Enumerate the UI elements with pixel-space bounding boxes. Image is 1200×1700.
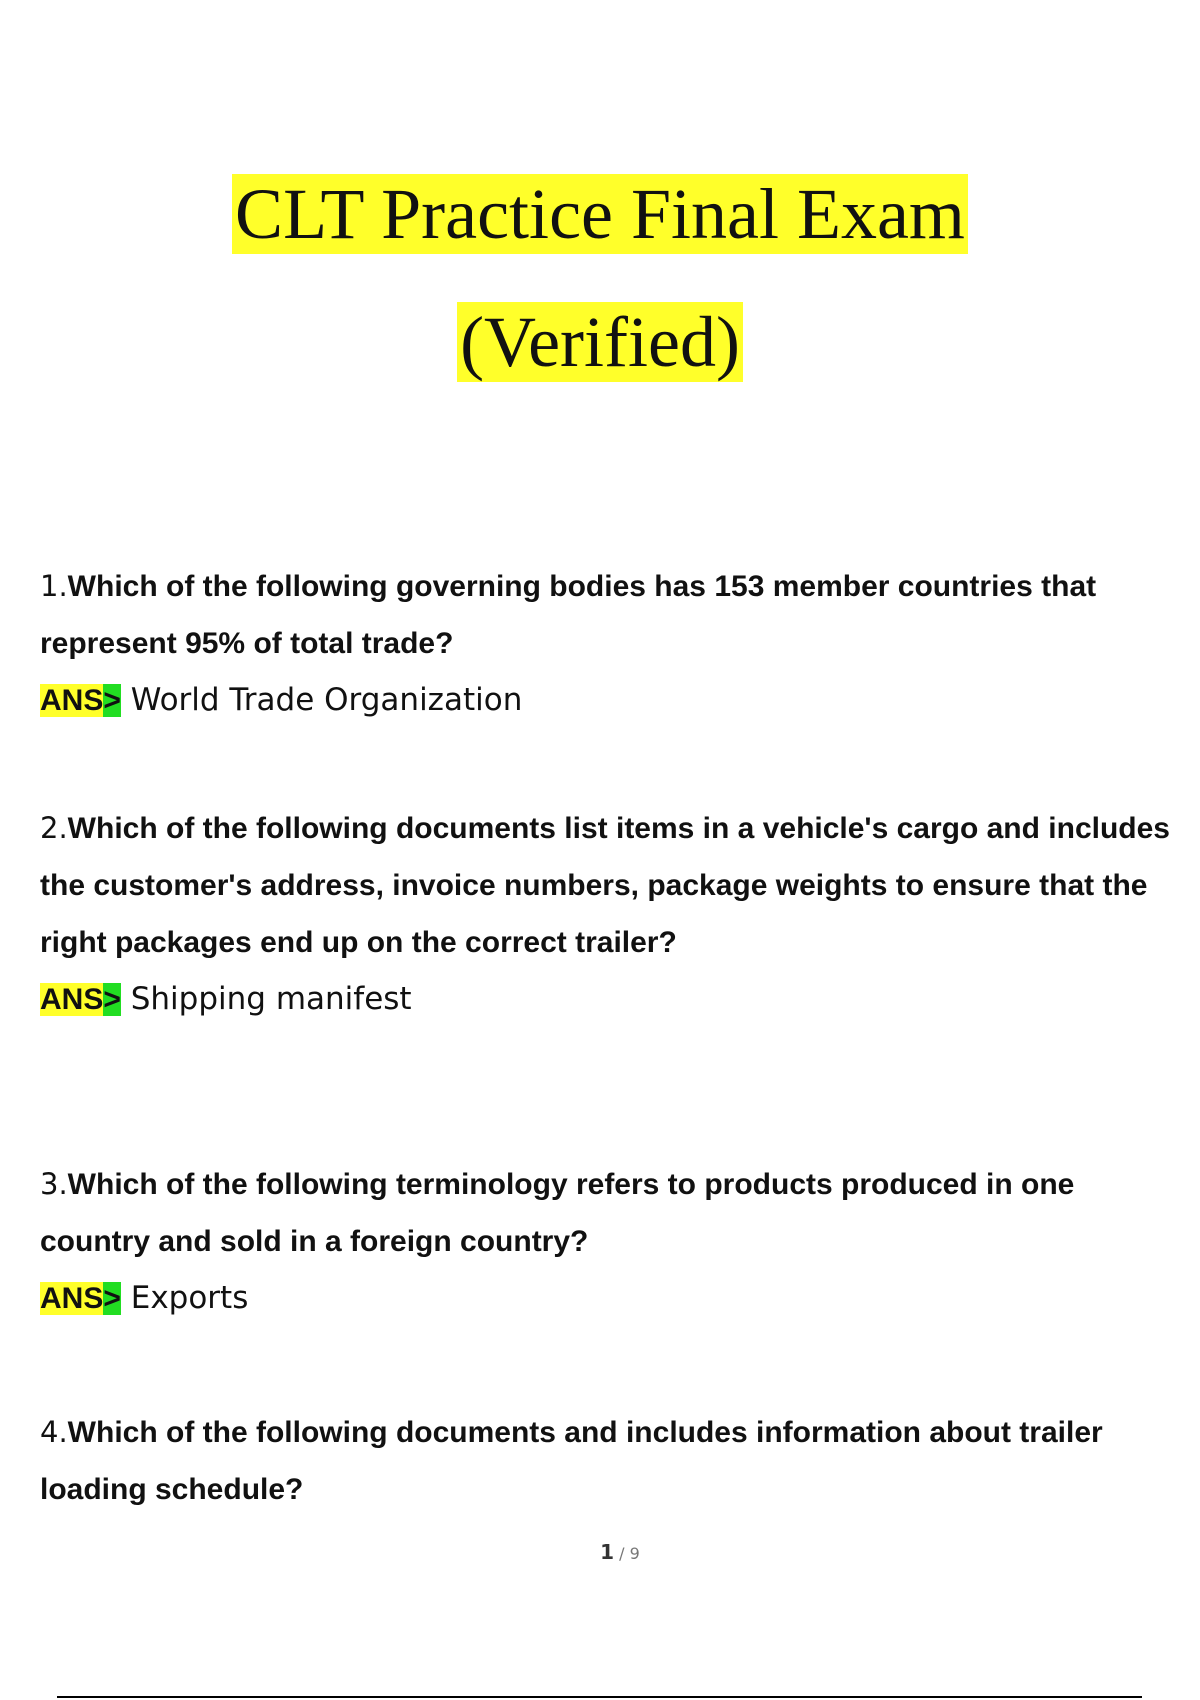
answer-label: ANS xyxy=(40,983,104,1016)
question-number: 4. xyxy=(40,1415,68,1449)
answer-line xyxy=(40,971,1180,1028)
answer-text: Exports xyxy=(130,1280,249,1316)
current-page: 1 xyxy=(600,1540,615,1564)
question-number: 2. xyxy=(40,811,68,845)
question-text xyxy=(40,1404,1180,1518)
answer-marker: > xyxy=(103,1282,121,1315)
question-1 xyxy=(40,558,1180,729)
answer-marker: > xyxy=(103,983,121,1016)
question-text xyxy=(40,1156,1180,1270)
title-text-2: (Verified) xyxy=(457,302,743,382)
answer-text: Shipping manifest xyxy=(130,981,412,1017)
question-number: 3. xyxy=(40,1167,68,1201)
answer-label: ANS xyxy=(40,684,104,717)
title-line-2 xyxy=(0,300,1200,384)
question-4 xyxy=(40,1404,1180,1518)
total-pages: 9 xyxy=(629,1544,640,1563)
question-body: Which of the following governing bodies has 153 member countries that represent 95% of total trade? xyxy=(40,570,1097,660)
page-indicator xyxy=(0,1540,1200,1564)
title-line-1 xyxy=(0,172,1200,256)
question-body: Which of the following terminology refers to products produced in one country and sold in a foreign country? xyxy=(40,1168,1075,1258)
title-text-1: CLT Practice Final Exam xyxy=(232,174,968,254)
question-text xyxy=(40,800,1180,971)
answer-label: ANS xyxy=(40,1282,104,1315)
question-text xyxy=(40,558,1180,672)
answer-line xyxy=(40,672,1180,729)
question-body: Which of the following documents list items in a vehicle's cargo and includes the customer's address, invoice numbers, package weights to ensure that the right packages end up on the correct trailer? xyxy=(40,812,1170,959)
question-body: Which of the following documents and includes information about trailer loading schedule? xyxy=(40,1416,1103,1506)
footer-divider xyxy=(57,1696,1142,1698)
page-separator: / xyxy=(619,1544,625,1563)
answer-marker: > xyxy=(103,684,121,717)
answer-line xyxy=(40,1270,1180,1327)
question-2 xyxy=(40,800,1180,1028)
question-number: 1. xyxy=(40,569,68,603)
question-3 xyxy=(40,1156,1180,1327)
answer-text: World Trade Organization xyxy=(130,682,523,718)
